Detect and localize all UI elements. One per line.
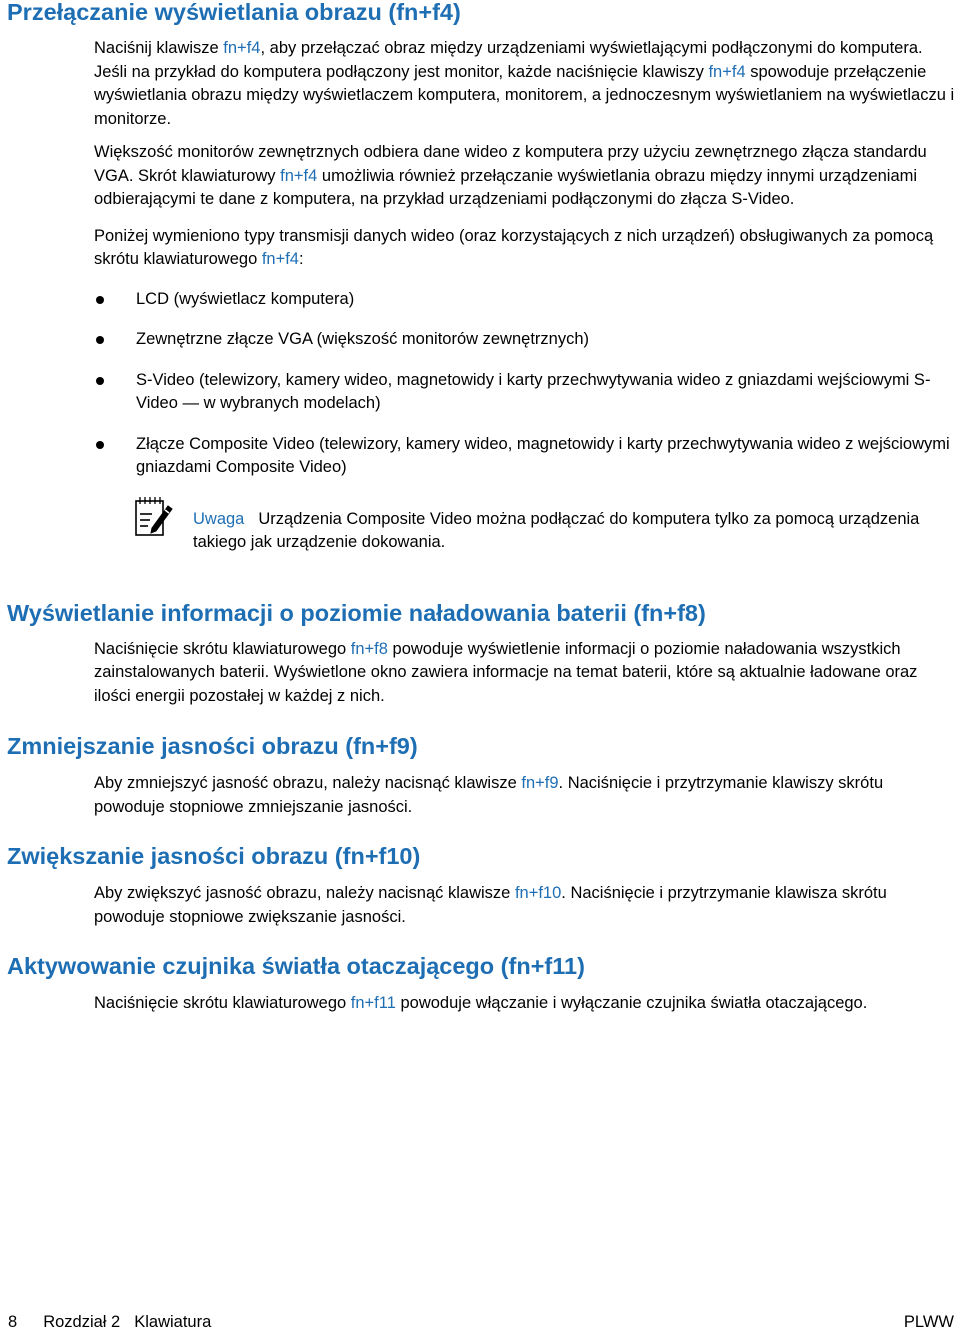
page-number: 8 [8, 1313, 18, 1331]
bullet-icon [96, 336, 104, 344]
note-box [94, 508, 958, 555]
note-text: Uwaga Urządzenia Composite Video można podłączać do komputera tylko za pomocą urządzenia takiego jak urządzenie dokowania. [193, 509, 920, 551]
list-item: S-Video (telewizory, kamery wideo, magnetowidy i karty przechwytywania wideo z gniazdami wejściowymi S-Video — w wybranych modelach) [94, 369, 958, 416]
chapter-title: Klawiatura [134, 1313, 212, 1331]
section-heading-brightness-down: Zmniejszanie jasności obrazu (fn+f9) [7, 733, 418, 759]
list-item: Zewnętrzne złącze VGA (większość monitorów zewnętrznych) [94, 328, 958, 352]
shortcut-fn-f4: fn+f4 [708, 62, 746, 81]
section-heading-battery: Wyświetlanie informacji o poziomie naładowania baterii (fn+f8) [7, 599, 706, 626]
footer-code: PLWW [903, 1313, 954, 1331]
bullet-icon [96, 296, 104, 304]
section-heading-display-switch: Przełączanie wyświetlania obrazu (fn+f4) [7, 0, 461, 25]
section-body-battery [0, 638, 960, 709]
paragraph-video-types: Poniżej wymieniono typy transmisji danych wideo (oraz korzystających z nich urządzeń) obsługiwanych za pomocą skrótu klawiaturowego fn+f4: [94, 226, 934, 268]
shortcut-fn-f11: fn+f11 [350, 994, 396, 1012]
paragraph-display-switch-intro: Naciśnij klawisze fn+f4, aby przełączać obraz między urządzeniami wyświetlającymi podłączonymi do komputera. Jeśli na przykład do komputera podłączony jest monitor, każde naciśnięcie klawiszy fn+f4 spowoduje przełączenie wyświetlania obrazu między wyświetlaczem komputera, monitorem, a jednoczesnym wyświetlaniem na wyświetlaczu i monitorze. [94, 39, 955, 128]
section-body-display-switch [0, 37, 960, 555]
footer-left [8, 1310, 954, 1334]
note-label: Uwaga [193, 509, 245, 528]
list-item: LCD (wyświetlacz komputera) [94, 288, 958, 312]
paragraph-brightness-up: Aby zwiększyć jasność obrazu, należy nacisnąć klawisze fn+f10. Naciśnięcie i przytrzymanie klawisza skrótu powoduje stopniowe zwiększanie jasności. [94, 884, 887, 926]
paragraph-ambient-light: Naciśnięcie skrótu klawiaturowego fn+f11 powoduje włączanie i wyłączanie czujnika światła otaczającego. [94, 994, 868, 1012]
section-body-brightness-up [0, 882, 960, 929]
section-body-brightness-down [0, 772, 960, 819]
bullet-icon [96, 441, 104, 449]
section-body-ambient-light [0, 992, 960, 1016]
bullet-icon [96, 377, 104, 385]
paragraph-vga: Większość monitorów zewnętrznych odbiera dane wideo z komputera przy użyciu zewnętrznego złącza standardu VGA. Skrót klawiaturowy fn+f4 umożliwia również przełączanie wyświetlania obrazu między innymi urządzeniami odbierającymi te dane z komputera, na przykład urządzeniami podłączonymi do złącza S-Video. [94, 143, 927, 208]
section-heading-ambient-light: Aktywowanie czujnika światła otaczającego (fn+f11) [7, 953, 585, 979]
note-pencil-icon [134, 494, 174, 546]
shortcut-fn-f9: fn+f9 [521, 774, 559, 792]
shortcut-fn-f4: fn+f4 [280, 166, 318, 185]
list-item: Złącze Composite Video (telewizory, kamery wideo, magnetowidy i karty przechwytywania wideo z wejściowymi gniazdami Composite Video) [94, 433, 958, 480]
chapter-number: Rozdział 2 [43, 1313, 121, 1331]
paragraph-brightness-down: Aby zmniejszyć jasność obrazu, należy nacisnąć klawisze fn+f9. Naciśnięcie i przytrzymanie klawiszy skrótu powoduje stopniowe zmniejszanie jasności. [94, 774, 884, 816]
shortcut-fn-f10: fn+f10 [514, 884, 562, 902]
shortcut-fn-f4: fn+f4 [223, 39, 261, 57]
page-footer [8, 1310, 954, 1334]
paragraph-battery: Naciśnięcie skrótu klawiaturowego fn+f8 powoduje wyświetlenie informacji o poziomie naładowania wszystkich zainstalowanych baterii. Wyświetlone okno zawiera informacje na temat baterii, które są aktualnie ładowane oraz ilości energii pozostałej w każdej z nich. [94, 639, 918, 705]
video-types-list [94, 288, 958, 480]
shortcut-fn-f8: fn+f8 [350, 639, 388, 658]
section-heading-brightness-up: Zwiększanie jasności obrazu (fn+f10) [7, 843, 421, 869]
shortcut-fn-f4: fn+f4 [261, 250, 299, 268]
